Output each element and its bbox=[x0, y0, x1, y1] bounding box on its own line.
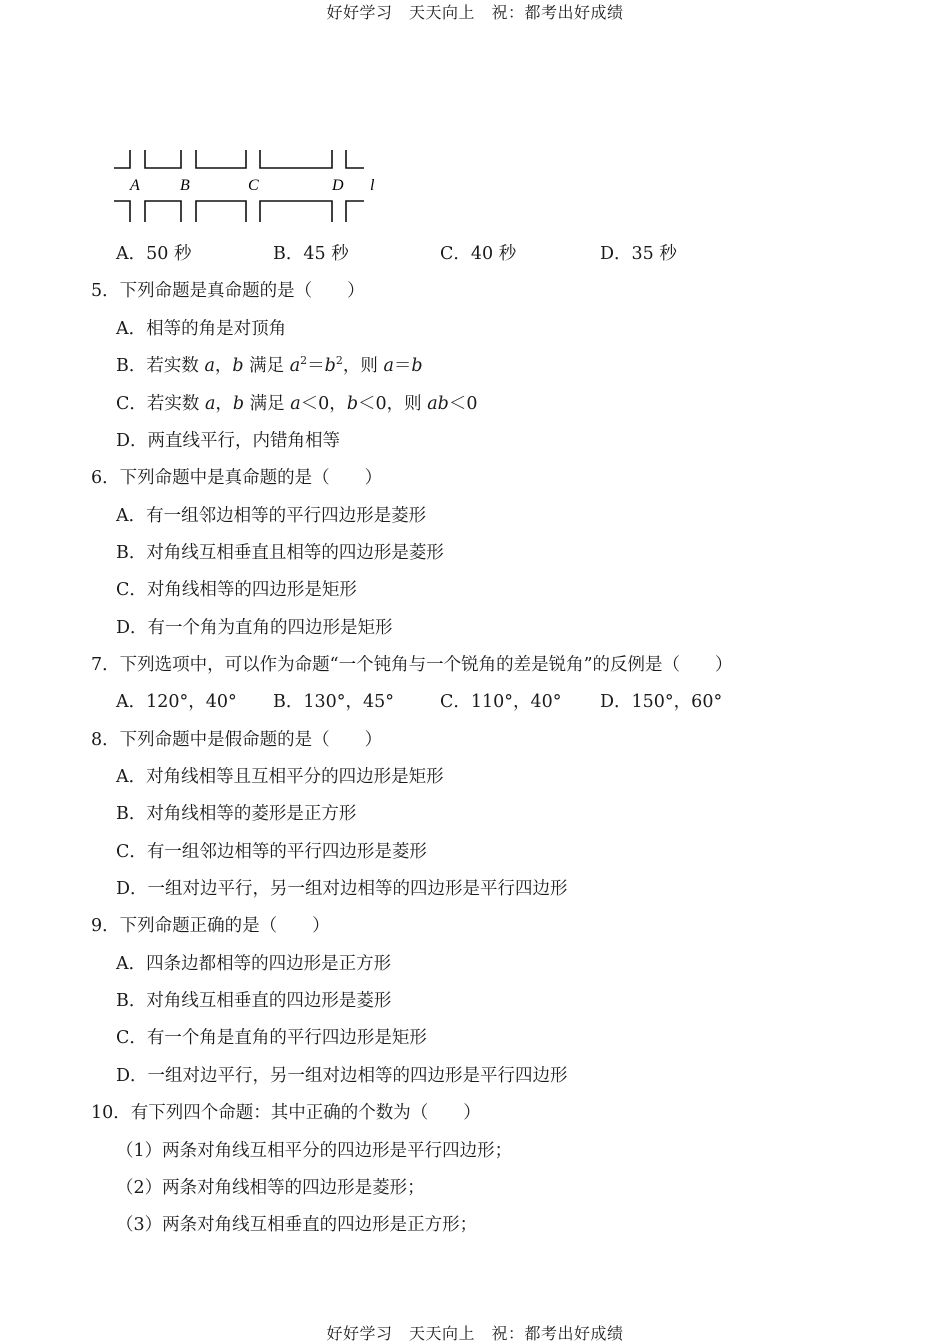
q7-option-b[interactable]: B．130°，45° bbox=[273, 692, 395, 712]
q5-b-prefix: B．若实数 bbox=[116, 356, 205, 376]
var-b: b bbox=[411, 356, 423, 376]
var-a: a bbox=[204, 356, 215, 376]
page-footer: 好好学习 天天向上 祝：都考出好成绩 bbox=[326, 1324, 624, 1343]
q8-option-c[interactable]: C．有一组邻边相等的平行四边形是菱形 bbox=[116, 842, 427, 862]
q10-item-2: （2）两条对角线相等的四边形是菱形； bbox=[116, 1178, 425, 1198]
q5-b-comma: ， bbox=[214, 356, 233, 376]
q10-item-3: （3）两条对角线互相垂直的四边形是正方形； bbox=[116, 1215, 478, 1235]
q4-options bbox=[0, 243, 950, 265]
q4-option-c[interactable]: C．40 秒 bbox=[440, 244, 517, 264]
q9-option-c[interactable]: C．有一个角是直角的平行四边形是矩形 bbox=[116, 1028, 427, 1048]
q5-b-eq2: ＝ bbox=[393, 356, 412, 376]
q8-option-a[interactable]: A．对角线相等且互相平分的四边形是矩形 bbox=[116, 767, 444, 787]
q7-option-c[interactable]: C．110°，40° bbox=[440, 692, 562, 712]
q4-option-b[interactable]: B．45 秒 bbox=[273, 244, 349, 264]
q4-option-d[interactable]: D．35 秒 bbox=[600, 244, 677, 264]
q5-c-lt2: ＜0，则 bbox=[358, 394, 428, 414]
q5-b-then: ，则 bbox=[342, 356, 384, 376]
var-b: b bbox=[324, 356, 336, 376]
page-header: 好好学习 天天向上 祝：都考出好成绩 bbox=[326, 3, 624, 22]
q6-option-d[interactable]: D．有一个角为直角的四边形是矩形 bbox=[116, 618, 393, 638]
q9-stem: 9．下列命题正确的是（ ） bbox=[91, 916, 330, 936]
var-a: a bbox=[289, 356, 301, 376]
q10-stem: 10．有下列四个命题：其中正确的个数为（ ） bbox=[91, 1103, 481, 1123]
var-a: a bbox=[290, 394, 301, 414]
q5-c-mid: 满足 bbox=[244, 394, 291, 414]
exponent: 2 bbox=[300, 354, 308, 367]
q6-option-a[interactable]: A．有一组邻边相等的平行四边形是菱形 bbox=[116, 506, 427, 526]
q5-c-lt3: ＜0 bbox=[448, 394, 478, 414]
q6-option-b[interactable]: B．对角线互相垂直且相等的四边形是菱形 bbox=[116, 543, 444, 563]
q9-option-d[interactable]: D．一组对边平行，另一组对边相等的四边形是平行四边形 bbox=[116, 1066, 568, 1086]
q7-option-d[interactable]: D．150°，60° bbox=[600, 692, 723, 712]
label-d: D bbox=[332, 177, 344, 194]
label-c: C bbox=[248, 177, 259, 194]
q5-stem: 5．下列命题是真命题的是（ ） bbox=[91, 281, 365, 301]
q5-c-prefix: C．若实数 bbox=[116, 394, 205, 414]
q7-stem: 7．下列选项中，可以作为命题“一个钝角与一个锐角的差是锐角”的反例是（ ） bbox=[91, 655, 733, 675]
q5-option-a[interactable]: A．相等的角是对顶角 bbox=[116, 319, 287, 339]
q4-option-a[interactable]: A．50 秒 bbox=[116, 244, 192, 264]
label-b: B bbox=[180, 177, 190, 194]
var-b: b bbox=[232, 394, 245, 414]
street-diagram bbox=[100, 146, 400, 226]
var-a: a bbox=[383, 356, 394, 376]
q8-option-b[interactable]: B．对角线相等的菱形是正方形 bbox=[116, 804, 357, 824]
var-b: b bbox=[346, 394, 359, 414]
q6-stem: 6．下列命题中是真命题的是（ ） bbox=[91, 468, 383, 488]
q9-option-b[interactable]: B．对角线互相垂直的四边形是菱形 bbox=[116, 991, 392, 1011]
q8-stem: 8．下列命题中是假命题的是（ ） bbox=[91, 730, 383, 750]
q10-item-1: （1）两条对角线互相平分的四边形是平行四边形； bbox=[116, 1141, 513, 1161]
q5-option-b[interactable] bbox=[116, 355, 423, 377]
var-ab: ab bbox=[427, 394, 449, 414]
q7-option-a[interactable]: A．120°，40° bbox=[116, 692, 237, 712]
q5-b-eq: ＝ bbox=[307, 356, 325, 376]
exponent: 2 bbox=[335, 354, 343, 367]
q9-option-a[interactable]: A．四条边都相等的四边形是正方形 bbox=[116, 954, 392, 974]
q5-option-d[interactable]: D．两直线平行，内错角相等 bbox=[116, 431, 341, 451]
q5-c-comma: ， bbox=[215, 394, 233, 414]
q7-options bbox=[0, 691, 950, 713]
q5-c-lt1: ＜0， bbox=[300, 394, 347, 414]
q5-b-mid: 满足 bbox=[243, 356, 290, 376]
q6-option-c[interactable]: C．对角线相等的四边形是矩形 bbox=[116, 580, 357, 600]
q5-option-c[interactable] bbox=[116, 393, 478, 415]
var-a: a bbox=[204, 394, 216, 414]
var-b: b bbox=[232, 356, 244, 376]
q8-option-d[interactable]: D．一组对边平行，另一组对边相等的四边形是平行四边形 bbox=[116, 879, 568, 899]
label-a: A bbox=[130, 177, 140, 194]
label-l: l bbox=[370, 177, 375, 194]
